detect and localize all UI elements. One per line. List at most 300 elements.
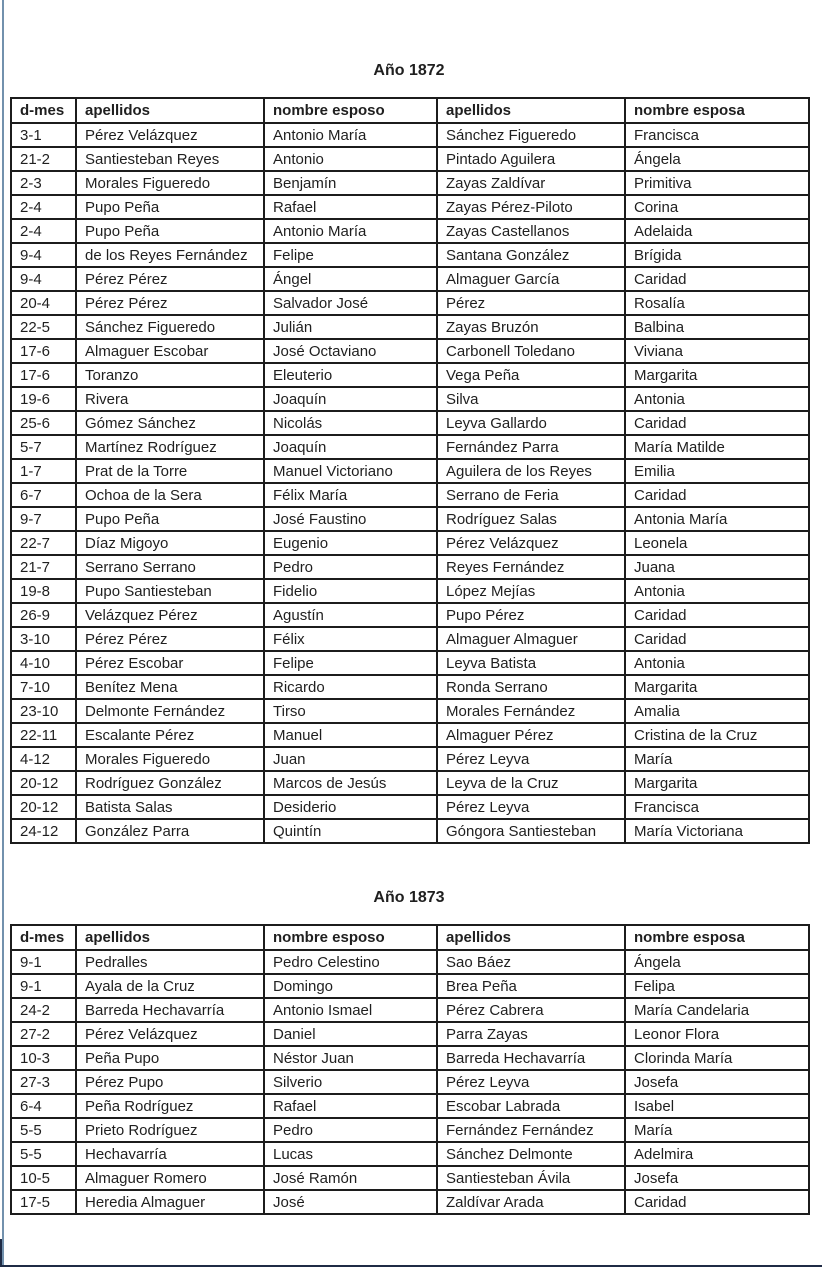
cell-text: Francisca [634,126,700,144]
table-cell [437,243,625,267]
cell-text: Leonela [634,534,688,552]
cell-text: Serrano de Feria [446,486,559,504]
cell-text: 17-5 [20,1193,51,1211]
table-row [11,579,809,603]
cell-text: Santiesteban Ávila [446,1169,571,1187]
table-cell [76,219,264,243]
table-cell [264,291,437,315]
table-cell [76,1166,264,1190]
marriage-records-table-1873 [10,924,810,1215]
table-cell [625,219,809,243]
table-cell [264,651,437,675]
table-cell [625,819,809,843]
table-cell [625,771,809,795]
cell-text: Felipa [634,977,675,995]
cell-text: José Ramón [273,1169,358,1187]
cell-text: Margarita [634,366,698,384]
cell-text: Félix [273,630,305,648]
table-cell [76,555,264,579]
cell-text: Carbonell Toledano [446,342,575,360]
marriage-records-table-1872 [10,97,810,844]
table-cell [625,1070,809,1094]
table-row [11,1190,809,1214]
cell-text: Pedro [273,1121,314,1139]
table-cell [437,555,625,579]
table-cell [76,387,264,411]
table-cell [264,387,437,411]
table-cell [437,747,625,771]
table-row [11,435,809,459]
table-cell [625,998,809,1022]
cell-text: 3-10 [20,630,51,648]
table-cell [437,651,625,675]
cell-text: 7-10 [20,678,51,696]
table-cell [625,267,809,291]
table-cell [76,483,264,507]
table-cell [264,483,437,507]
table-cell [437,819,625,843]
table-cell [625,171,809,195]
table-cell [11,723,76,747]
table-cell [437,1166,625,1190]
table-cell [264,123,437,147]
table-cell [11,411,76,435]
table-cell [76,819,264,843]
table-cell [437,219,625,243]
cell-text: 10-5 [20,1169,51,1187]
cell-text: Ricardo [273,678,325,696]
table-cell [437,195,625,219]
table-cell [264,195,437,219]
cell-text: Quintín [273,822,322,840]
cell-text: Corina [634,198,679,216]
table-cell [76,1046,264,1070]
table-cell [11,1190,76,1214]
cell-text: Caridad [634,486,687,504]
cell-text: Barreda Hechavarría [446,1049,586,1067]
table-row [11,627,809,651]
table-cell [76,363,264,387]
table-cell [625,1142,809,1166]
table-row [11,483,809,507]
table-cell [264,507,437,531]
table-cell [625,723,809,747]
table-cell [76,675,264,699]
table-cell [264,627,437,651]
cell-text: Rafael [273,1097,317,1115]
cell-text: 24-12 [20,822,59,840]
column-header: apellidos [437,98,625,123]
cell-text: Antonio María [273,222,367,240]
table-cell [76,123,264,147]
cell-text: Manuel Victoriano [273,462,393,480]
cell-text: María Victoriana [634,822,743,840]
table-cell [625,339,809,363]
table-cell [625,507,809,531]
table-cell [264,459,437,483]
table-cell [76,795,264,819]
cell-text: Lucas [273,1145,314,1163]
cell-text: Joaquín [273,390,327,408]
cell-text: José Octaviano [273,342,377,360]
cell-text: 4-12 [20,750,51,768]
cell-text: Caridad [634,606,687,624]
cell-text: 5-7 [20,438,42,456]
table-cell [625,795,809,819]
table-cell [264,435,437,459]
cell-text: Morales Figueredo [85,750,211,768]
table-cell [625,123,809,147]
table-cell [625,483,809,507]
cell-text: Ochoa de la Sera [85,486,202,504]
table-cell [264,675,437,699]
table-cell [437,507,625,531]
table-cell [437,1094,625,1118]
cell-text: Benítez Mena [85,678,178,696]
table-cell [437,998,625,1022]
cell-text: Clorinda María [634,1049,733,1067]
cell-text: Martínez Rodríguez [85,438,217,456]
table-cell [625,651,809,675]
year-title-1872: Año 1872 [373,62,445,79]
cell-text: 19-6 [20,390,51,408]
table-cell [76,507,264,531]
table-cell [264,1094,437,1118]
table-cell [437,291,625,315]
table-cell [76,974,264,998]
table-row [11,1094,809,1118]
cell-text: Leyva de la Cruz [446,774,559,792]
cell-text: Rivera [85,390,129,408]
table-row [11,339,809,363]
table-cell [625,387,809,411]
cell-text: Josefa [634,1169,679,1187]
table-cell [264,1166,437,1190]
table-cell [264,555,437,579]
cell-text: 2-3 [20,174,42,192]
table-cell [76,1094,264,1118]
table-cell [437,1142,625,1166]
cell-text: Antonia [634,582,685,600]
cell-text: Pérez Pérez [85,294,168,312]
cell-text: Pedro [273,558,314,576]
table-cell [11,363,76,387]
table-cell [437,387,625,411]
table-cell [625,1094,809,1118]
table-cell [625,1118,809,1142]
cell-text: Fernández Parra [446,438,559,456]
table-cell [625,459,809,483]
table-cell [264,1070,437,1094]
cell-text: 20-12 [20,798,59,816]
table-cell [437,411,625,435]
table-cell [11,819,76,843]
cell-text: Escalante Pérez [85,726,195,744]
cell-text: Pupo Santiesteban [85,582,212,600]
table-row [11,675,809,699]
cell-text: 27-3 [20,1073,51,1091]
cell-text: José [273,1193,305,1211]
table-cell [437,435,625,459]
table-cell [76,603,264,627]
table-row [11,123,809,147]
table-row [11,819,809,843]
table-row [11,507,809,531]
table-cell [11,555,76,579]
table-cell [437,1046,625,1070]
cell-text: Pérez Velázquez [85,126,198,144]
table-cell [11,171,76,195]
cell-text: 6-4 [20,1097,42,1115]
table-cell [11,1118,76,1142]
table-cell [11,747,76,771]
table-row [11,219,809,243]
cell-text: Amalia [634,702,680,720]
table-cell [437,459,625,483]
table-cell [264,795,437,819]
table-cell [76,459,264,483]
table-cell [11,1094,76,1118]
cell-text: Cristina de la Cruz [634,726,758,744]
table-cell [625,1022,809,1046]
cell-text: Pérez Escobar [85,654,184,672]
cell-text: Pedro Celestino [273,953,380,971]
cell-text: 20-12 [20,774,59,792]
cell-text: Almaguer Escobar [85,342,209,360]
table-cell [264,219,437,243]
table-cell [264,1190,437,1214]
cell-text: Santana González [446,246,570,264]
table-cell [11,315,76,339]
table-cell [76,723,264,747]
cell-text: Ángela [634,953,681,971]
cell-text: Viviana [634,342,683,360]
table-cell [11,219,76,243]
cell-text: Escobar Labrada [446,1097,561,1115]
table-row [11,723,809,747]
table-cell [76,950,264,974]
table-cell [625,435,809,459]
table-cell [437,147,625,171]
cell-text: Díaz Migoyo [85,534,169,552]
cell-text: María Candelaria [634,1001,750,1019]
table-cell [76,1190,264,1214]
table-cell [437,531,625,555]
cell-text: Antonio María [273,126,367,144]
cell-text: Joaquín [273,438,327,456]
table-row [11,411,809,435]
cell-text: Benjamín [273,174,337,192]
cell-text: Desiderio [273,798,337,816]
table-cell [264,339,437,363]
table-cell [76,579,264,603]
table-cell [11,675,76,699]
column-header: d-mes [11,98,76,123]
table-cell [264,531,437,555]
cell-text: Fernández Fernández [446,1121,594,1139]
table-cell [11,243,76,267]
cell-text: Pérez Leyva [446,1073,530,1091]
table-cell [76,1142,264,1166]
cell-text: 26-9 [20,606,51,624]
table-cell [625,411,809,435]
table-row [11,950,809,974]
table-cell [437,1190,625,1214]
cell-text: Félix María [273,486,348,504]
cell-text: 5-5 [20,1121,42,1139]
cell-text: 9-1 [20,977,42,995]
cell-text: Zayas Castellanos [446,222,570,240]
cell-text: Eleuterio [273,366,333,384]
cell-text: Sánchez Delmonte [446,1145,573,1163]
table-cell [76,699,264,723]
table-cell [76,747,264,771]
table-cell [11,147,76,171]
table-cell [76,171,264,195]
cell-text: Pérez Cabrera [446,1001,544,1019]
table-cell [437,267,625,291]
table-cell [264,363,437,387]
table-cell [264,998,437,1022]
cell-text: Aguilera de los Reyes [446,462,592,480]
page-bottom-left-edge-line [0,1239,2,1267]
cell-text: Pintado Aguilera [446,150,556,168]
table-cell [11,603,76,627]
cell-text: Nicolás [273,414,323,432]
table-cell [76,267,264,291]
table-cell [264,723,437,747]
cell-text: Adelaida [634,222,693,240]
table-cell [11,974,76,998]
cell-text: 1-7 [20,462,42,480]
table-cell [437,1118,625,1142]
table-cell [264,171,437,195]
cell-text: Hechavarría [85,1145,167,1163]
cell-text: López Mejías [446,582,536,600]
cell-text: Antonio Ismael [273,1001,373,1019]
cell-text: Juan [273,750,306,768]
cell-text: Daniel [273,1025,316,1043]
table-cell [76,291,264,315]
cell-text: María [634,1121,673,1139]
table-cell [625,195,809,219]
table-cell [625,363,809,387]
column-header: nombre esposo [264,98,437,123]
cell-text: Zayas Zaldívar [446,174,546,192]
table-row [11,243,809,267]
table-cell [437,579,625,603]
table-cell [437,171,625,195]
table-row [11,1046,809,1070]
cell-text: Góngora Santiesteban [446,822,597,840]
table-cell [11,651,76,675]
cell-text: Santiesteban Reyes [85,150,220,168]
table-cell [437,627,625,651]
cell-text: Zayas Pérez-Piloto [446,198,573,216]
cell-text: Rodríguez González [85,774,222,792]
cell-text: Rodríguez Salas [446,510,557,528]
cell-text: Antonio [273,150,324,168]
cell-text: Pérez Pérez [85,630,168,648]
cell-text: Manuel [273,726,323,744]
table-cell [437,795,625,819]
table-row [11,195,809,219]
cell-text: 25-6 [20,414,51,432]
cell-text: 19-8 [20,582,51,600]
table-cell [264,771,437,795]
table-row [11,459,809,483]
header-row [11,98,809,123]
cell-text: Julián [273,318,313,336]
table-row [11,651,809,675]
table-cell [11,699,76,723]
table-cell [76,147,264,171]
table-cell [11,531,76,555]
cell-text: Toranzo [85,366,139,384]
table-cell [11,1166,76,1190]
cell-text: Pupo Peña [85,510,160,528]
cell-text: 2-4 [20,198,42,216]
cell-text: José Faustino [273,510,367,528]
table-cell [11,483,76,507]
cell-text: Zaldívar Arada [446,1193,544,1211]
table-cell [264,819,437,843]
table-cell [11,387,76,411]
table-cell [76,998,264,1022]
table-cell [76,411,264,435]
cell-text: Silverio [273,1073,323,1091]
table-cell [437,1070,625,1094]
table-cell [11,771,76,795]
table-cell [625,243,809,267]
table-cell [264,579,437,603]
cell-text: Pérez Leyva [446,750,530,768]
table-cell [11,795,76,819]
table-row [11,363,809,387]
cell-text: Caridad [634,414,687,432]
cell-text: de los Reyes Fernández [85,246,248,264]
table-cell [625,950,809,974]
cell-text: Pérez Pérez [85,270,168,288]
cell-text: Leyva Gallardo [446,414,547,432]
table-cell [625,579,809,603]
cell-text: 17-6 [20,366,51,384]
table-cell [437,974,625,998]
column-header: nombre esposa [625,925,809,950]
cell-text: Zayas Bruzón [446,318,539,336]
table-row [11,531,809,555]
table-cell [264,147,437,171]
cell-text: Ayala de la Cruz [85,977,195,995]
column-header: apellidos [437,925,625,950]
table-row [11,771,809,795]
cell-text: Prat de la Torre [85,462,188,480]
cell-text: Velázquez Pérez [85,606,198,624]
table-cell [625,1046,809,1070]
cell-text: Domingo [273,977,334,995]
table-cell [76,531,264,555]
column-header: apellidos [76,925,264,950]
column-header: d-mes [11,925,76,950]
cell-text: Peña Pupo [85,1049,160,1067]
cell-text: Ángel [273,270,312,288]
cell-text: Almaguer García [446,270,560,288]
table-cell [437,699,625,723]
table-cell [625,627,809,651]
cell-text: Caridad [634,630,687,648]
table-cell [625,1166,809,1190]
cell-text: Pupo Peña [85,198,160,216]
